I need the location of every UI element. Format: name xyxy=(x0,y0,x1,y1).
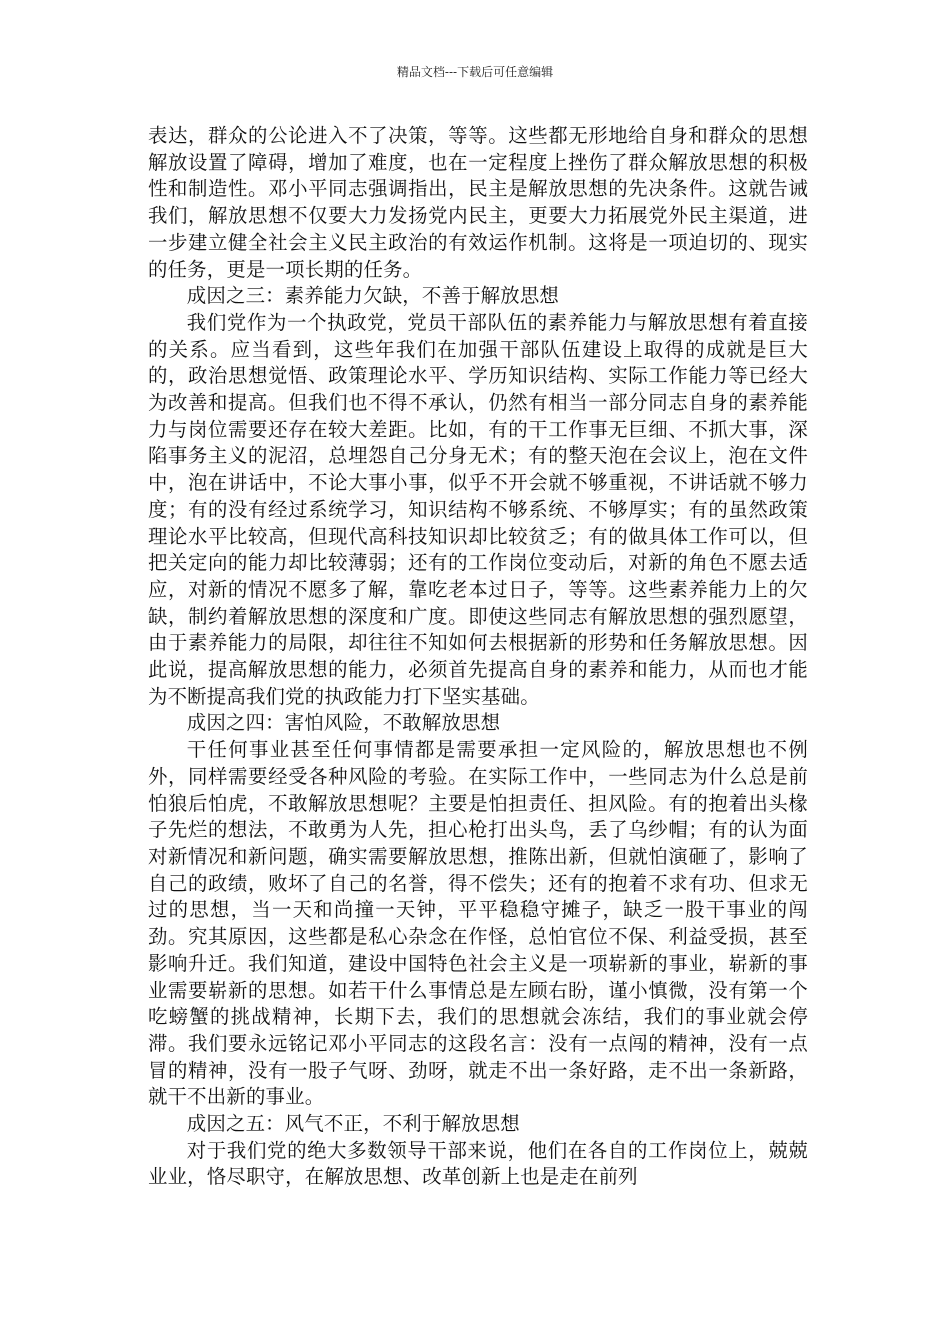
section-heading-4: 成因之四：害怕风险，不敢解放思想 xyxy=(186,711,501,735)
section-heading-3: 成因之三：素养能力欠缺，不善于解放思想 xyxy=(186,284,560,308)
section-heading-5: 成因之五：风气不正，不利于解放思想 xyxy=(186,1112,520,1136)
paragraph-section-3: 我们党作为一个执政党，党员干部队伍的素养能力与解放思想有着直接的关系。应当看到，这些年我们在加强干部队伍建设上取得的成就是巨大的，政治思想觉悟、政策理论水平、学历知识结构、实际工作能力等已经大为改善和提高。但我们也不得不承认，仍然有相当一部分同志自身的素养能力与岗位需要还存在较大差距。比如，有的干工作事无巨细、不抓大事，深陷事务主义的泥沼，总埋怨自己分身无术；有的整天泡在会议上，泡在文件中，泡在讲话中，不论大事小事，似乎不开会就不够重视，不讲话就不够力度；有的没有经过系统学习，知识结构不够系统、不够厚实；有的虽然政策理论水平比较高，但现代高科技知识却比较贫乏；有的做具体工作可以，但把关定向的能力却比较薄弱；还有的工作岗位变动后，对新的角色不愿去适应，对新的情况不愿多了解，靠吃老本过日子，等等。这些素养能力上的欠缺，制约着解放思想的深度和广度。即使这些同志有解放思想的强烈愿望，由于素养能力的局限，却往往不知如何去根据新的形势和任务解放思想。因此说，提高解放思想的能力，必须首先提高自身的素养和能力，从而也才能为不断提高我们党的执政能力打下坚实基础。 xyxy=(148,310,808,708)
document-body xyxy=(148,123,808,1191)
page-header: 精品文档---下载后可任意编辑 xyxy=(396,65,554,79)
paragraph-section-5: 对于我们党的绝大多数领导干部来说，他们在各自的工作岗位上，兢兢业业，恪尽职守，在解放思想、改革创新上也是走在前列 xyxy=(148,1138,808,1189)
paragraph-section-4: 干任何事业甚至任何事情都是需要承担一定风险的，解放思想也不例外，同样需要经受各种风险的考验。在实际工作中，一些同志为什么总是前怕狼后怕虎，不敢解放思想呢？主要是怕担责任、担风险。有的抱着出头椽子先烂的想法，不敢勇为人先，担心枪打出头鸟，丢了乌纱帽；有的认为面对新情况和新问题，确实需要解放思想，推陈出新，但就怕演砸了，影响了自己的政绩，败坏了自己的名誉，得不偿失；还有的抱着不求有功、但求无过的思想，当一天和尚撞一天钟，平平稳稳守摊子，缺乏一股干事业的闯劲。究其原因，这些都是私心杂念在作怪，总怕官位不保、利益受损，甚至影响升迁。我们知道，建设中国特色社会主义是一项崭新的事业，崭新的事业需要崭新的思想。如若干什么事情总是左顾右盼，谨小慎微，没有第一个吃螃蟹的挑战精神，长期下去，我们的思想就会冻结，我们的事业就会停滞。我们要永远铭记邓小平同志的这段名言：没有一点闯的精神，没有一点冒的精神，没有一股子气呀、劲呀，就走不出一条好路，走不出一条新路，就干不出新的事业。 xyxy=(148,738,808,1109)
paragraph-continued: 表达，群众的公论进入不了决策，等等。这些都无形地给自身和群众的思想解放设置了障碍，增加了难度，也在一定程度上挫伤了群众解放思想的积极性和制造性。邓小平同志强调指出，民主是解放思想的先决条件。这就告诫我们，解放思想不仅要大力发扬党内民主，更要大力拓展党外民主渠道，进一步建立健全社会主义民主政治的有效运作机制。这将是一项迫切的、现实的任务，更是一项长期的任务。 xyxy=(148,124,808,281)
